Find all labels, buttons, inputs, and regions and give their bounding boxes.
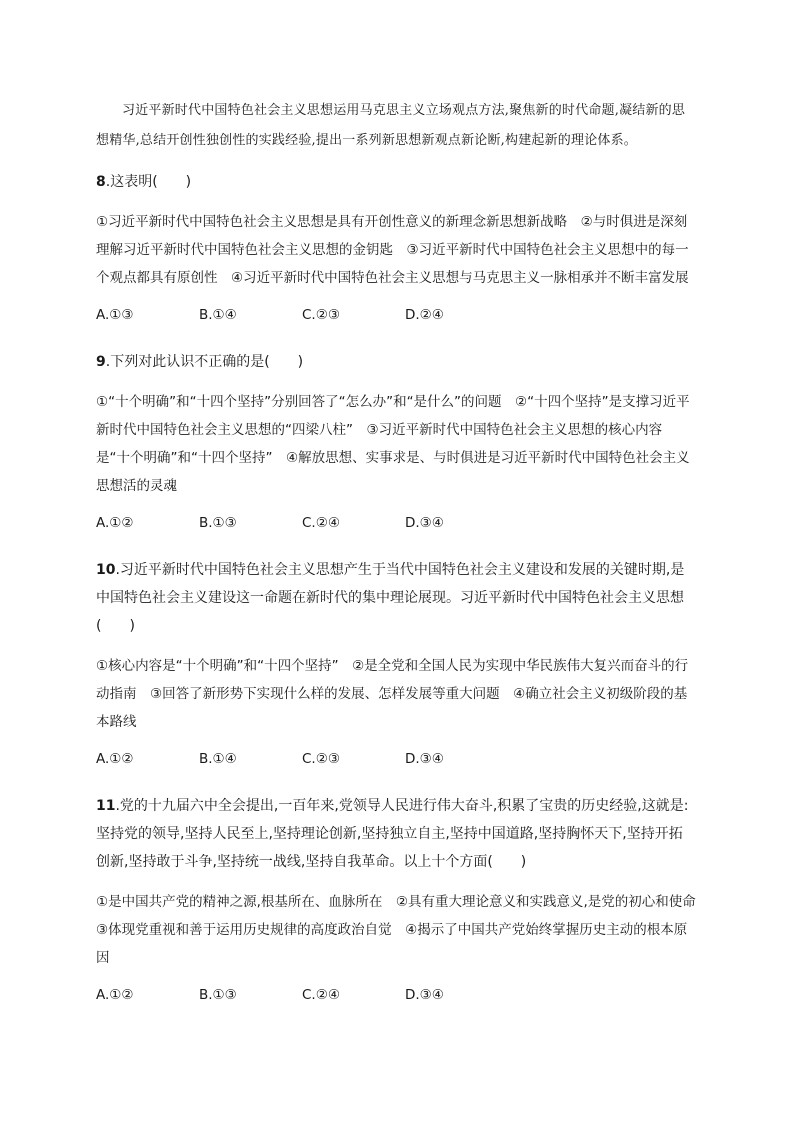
answer-options bbox=[96, 304, 696, 326]
question-number: 8 bbox=[96, 174, 106, 190]
option-b[interactable]: B.①③ bbox=[199, 987, 237, 1003]
option-d[interactable]: D.②④ bbox=[405, 307, 444, 323]
answer-options bbox=[96, 512, 696, 534]
option-b[interactable]: B.①④ bbox=[199, 307, 237, 323]
question-number: 9 bbox=[96, 354, 106, 370]
question-stem bbox=[96, 168, 696, 196]
option-d[interactable]: D.③④ bbox=[405, 751, 444, 767]
option-b[interactable]: B.①③ bbox=[199, 515, 237, 531]
option-b[interactable]: B.①④ bbox=[199, 751, 237, 767]
question-8 bbox=[96, 168, 696, 326]
question-text: .习近平新时代中国特色社会主义思想产生于当代中国特色社会主义建设和发展的关键时期,是中国特色社会主义建设这一命题在新时代的集中理论展现。习近平新时代中国特色社会主义思想( ) bbox=[96, 562, 685, 634]
option-a[interactable]: A.①② bbox=[96, 987, 134, 1003]
question-stem bbox=[96, 792, 696, 876]
answer-options bbox=[96, 748, 696, 770]
question-11 bbox=[96, 792, 710, 1006]
question-statements: ①是中国共产党的精神之源,根基所在、血脉所在 ②具有重大理论意义和实践意义,是党的初心和使命 ③体现党重视和善于运用历史规律的高度政治自觉 ④揭示了中国共产党始终掌握历史主动的根本原因 bbox=[96, 894, 710, 966]
material-paragraph: 习近平新时代中国特色社会主义思想运用马克思主义立场观点方法,聚焦新的时代命题,凝结新的思想精华,总结开创性独创性的实践经验,提出一系列新思想新观点新论断,构建起新的理论体系。 bbox=[96, 103, 686, 148]
question-10 bbox=[96, 556, 696, 770]
question-statements: ①“十个明确”和“十四个坚持”分别回答了“怎么办”和“是什么”的问题 ②“十四个坚持”是支撑习近平新时代中国特色社会主义思想的“四梁八柱” ③习近平新时代中国特色社会主义思想的核心内容是“十个明确”和“十四个坚持” ④解放思想、实事求是、与时俱进是习近平新时代中国特色社会主义思想活的灵魂 bbox=[96, 394, 690, 494]
option-a[interactable]: A.①③ bbox=[96, 307, 134, 323]
question-text: .党的十九届六中全会提出,一百年来,党领导人民进行伟大奋斗,积累了宝贵的历史经验,这就是:坚持党的领导,坚持人民至上,坚持理论创新,坚持独立自主,坚持中国道路,坚持胸怀天下,坚持开拓创新,坚持敢于斗争,坚持统一战线,坚持自我革命。以上十个方面( ) bbox=[96, 798, 689, 870]
question-statements: ①习近平新时代中国特色社会主义思想是具有开创性意义的新理念新思想新战略 ②与时俱进是深刻理解习近平新时代中国特色社会主义思想的金钥匙 ③习近平新时代中国特色社会主义思想中的每一个观点都具有原创性 ④习近平新时代中国特色社会主义思想与马克思主义一脉相承并不断丰富发展 bbox=[96, 214, 689, 286]
question-text: .这表明( ) bbox=[105, 174, 192, 190]
question-stem bbox=[96, 556, 696, 640]
question-text: .下列对此认识不正确的是( ) bbox=[105, 354, 304, 370]
option-c[interactable]: C.②④ bbox=[302, 515, 340, 531]
question-statements: ①核心内容是“十个明确”和“十四个坚持” ②是全党和全国人民为实现中华民族伟大复兴而奋斗的行动指南 ③回答了新形势下实现什么样的发展、怎样发展等重大问题 ④确立社会主义初级阶段的基本路线 bbox=[96, 658, 689, 730]
question-number: 10 bbox=[96, 562, 116, 578]
option-c[interactable]: C.②③ bbox=[302, 751, 340, 767]
option-d[interactable]: D.③④ bbox=[405, 515, 444, 531]
question-number: 11 bbox=[96, 798, 116, 814]
option-c[interactable]: C.②③ bbox=[302, 307, 340, 323]
option-a[interactable]: A.①② bbox=[96, 515, 134, 531]
answer-options bbox=[96, 984, 696, 1006]
question-9 bbox=[96, 348, 696, 534]
option-d[interactable]: D.③④ bbox=[405, 987, 444, 1003]
question-stem bbox=[96, 348, 696, 376]
document-page bbox=[96, 96, 710, 1028]
option-a[interactable]: A.①② bbox=[96, 751, 134, 767]
option-c[interactable]: C.②④ bbox=[302, 987, 340, 1003]
